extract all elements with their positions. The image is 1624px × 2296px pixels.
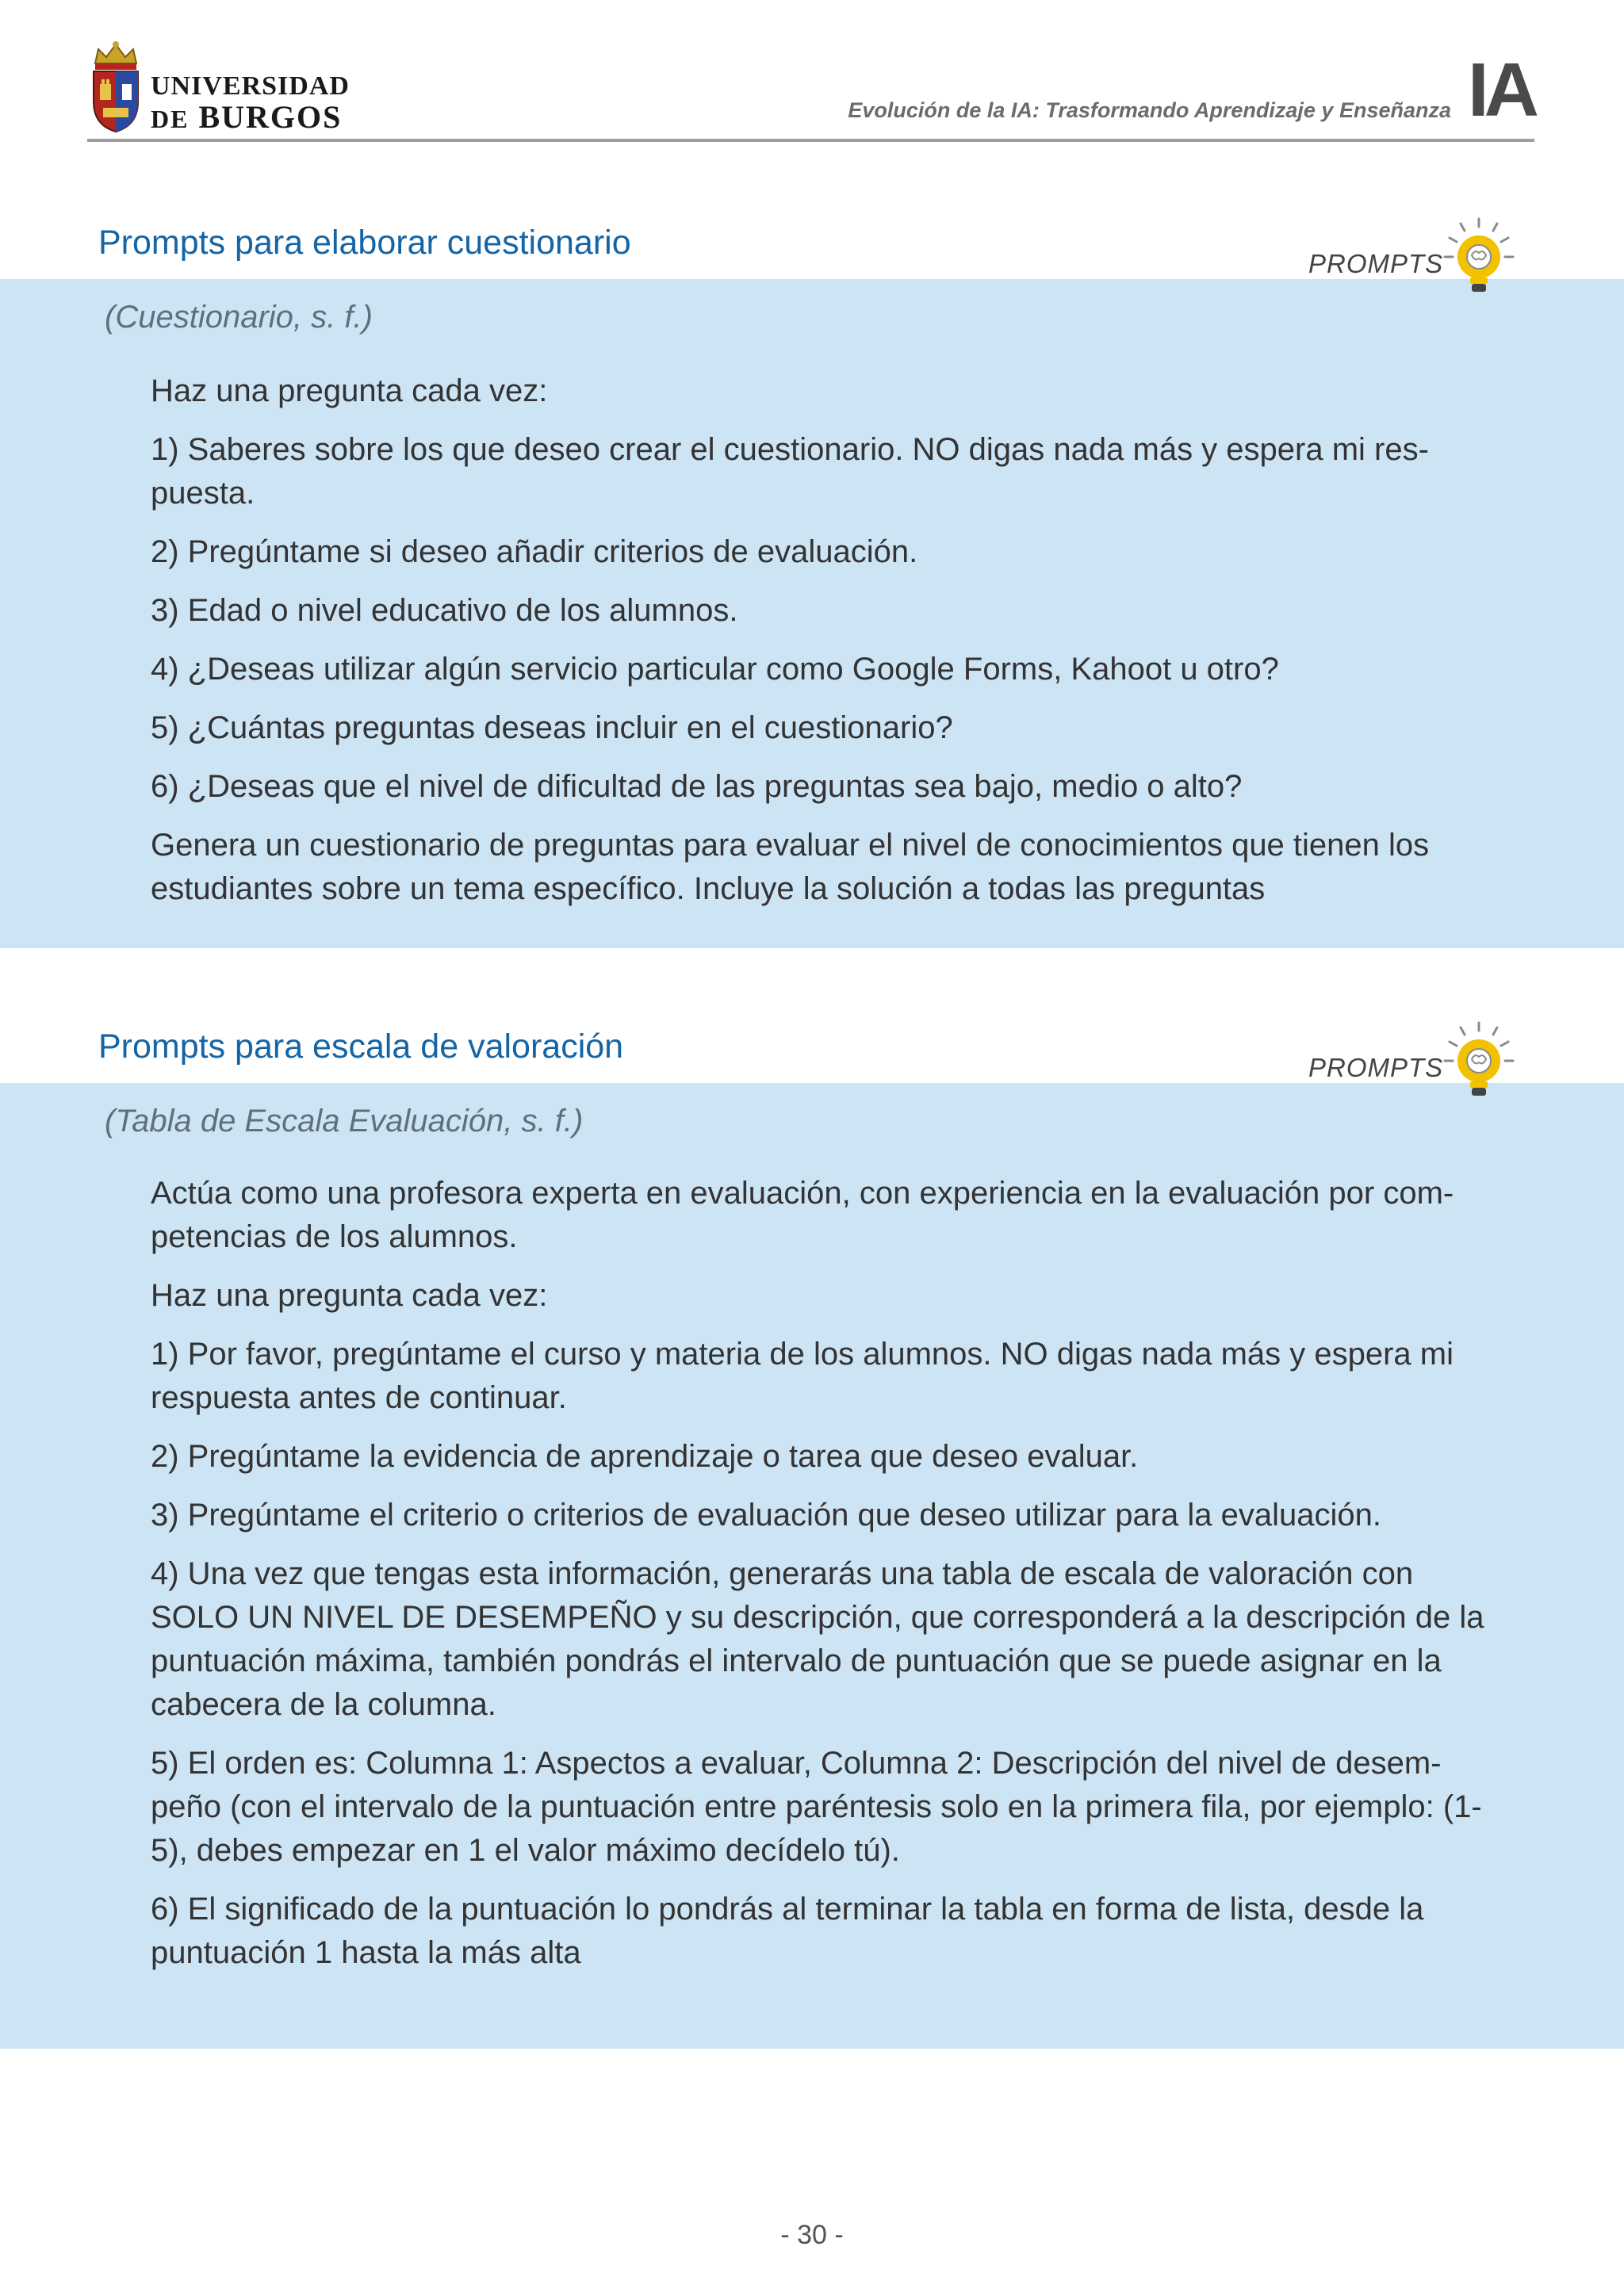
ia-badge: IA — [1468, 48, 1534, 132]
prompt-line: 6) ¿Deseas que el nivel de dificultad de las preguntas sea bajo, medio o alto? — [151, 769, 1243, 804]
prompt-line: Haz una pregunta cada vez: — [151, 1278, 548, 1313]
prompt-line: Haz una pregunta cada vez: — [151, 373, 548, 408]
prompt-line: 2) Pregúntame si deseo añadir criterios de evaluación. — [151, 534, 918, 569]
prompt-line: 4) ¿Deseas utilizar algún servicio particular como Google Forms, Kahoot u otro? — [151, 652, 1279, 687]
prompt-line: 1) Por favor, pregúntame el curso y materia de los alumnos. NO digas nada más y espera mi respuesta antes de continuar. — [151, 1337, 1454, 1415]
logo-line-2-prefix: DE — [151, 105, 190, 133]
page-number: - 30 - — [780, 2220, 844, 2250]
prompt-line: Actúa como una profesora experta en evaluación, con experiencia en la evaluación por com-petencias de los alumnos. — [151, 1176, 1454, 1254]
coat-of-arms-icon — [87, 40, 144, 135]
prompt-line: 4) Una vez que tengas esta información, generarás una tabla de escala de valoración con SOLO UN NIVEL DE DESEMPEÑO y su descripción, que corresponderá a la descripción de la puntuación máxima, también pondrás el intervalo de puntuación que se puede asignar en la cabecera de la columna. — [151, 1556, 1484, 1722]
page-header — [87, 40, 1534, 143]
university-logo — [87, 40, 357, 143]
prompt-line: 3) Pregúntame el criterio o criterios de evaluación que deseo utilizar para la evaluación. — [151, 1498, 1381, 1533]
prompt-line: 6) El significado de la puntuación lo pondrás al terminar la tabla en forma de lista, desde la puntuación 1 hasta la más alta — [151, 1892, 1424, 1970]
prompt-line: Genera un cuestionario de preguntas para evaluar el nivel de conocimientos que tienen los estudiantes sobre un tema específico. Incluye la solución a todas las preguntas — [151, 828, 1430, 906]
prompts-tag: PROMPTS — [1308, 249, 1444, 278]
source-citation: (Tabla de Escala Evaluación, s. f.) — [105, 1104, 584, 1138]
prompt-list — [151, 369, 1491, 926]
prompts-tag: PROMPTS — [1308, 1053, 1444, 1082]
section-title: Prompts para elaborar cuestionario — [98, 224, 631, 262]
source-citation: (Cuestionario, s. f.) — [105, 300, 373, 335]
lightbulb-icon — [1443, 216, 1515, 303]
prompt-line: 5) El orden es: Columna 1: Aspectos a evaluar, Columna 2: Descripción del nivel de desem-peño (con el intervalo de la puntuación entre paréntesis solo en la primera fila, por ejemplo: (1-5), debes empezar en 1 el valor máximo decídelo tú). — [151, 1746, 1482, 1868]
prompt-line: 5) ¿Cuántas preguntas deseas incluir en el cuestionario? — [151, 710, 953, 745]
header-divider — [87, 139, 1534, 142]
logo-line-2 — [151, 101, 350, 133]
section-title: Prompts para escala de valoración — [98, 1027, 624, 1066]
prompt-line: 2) Pregúntame la evidencia de aprendizaje o tarea que deseo evaluar. — [151, 1439, 1139, 1474]
prompt-list — [151, 1172, 1491, 1990]
logo-line-1: UNIVERSIDAD — [151, 71, 350, 101]
prompt-line: 1) Saberes sobre los que deseo crear el cuestionario. NO digas nada más y espera mi res-puesta. — [151, 432, 1429, 511]
lightbulb-icon — [1443, 1020, 1515, 1107]
document-title: Evolución de la IA: Trasformando Aprendizaje y Enseñanza — [848, 98, 1451, 122]
logo-line-2-main: BURGOS — [198, 99, 343, 135]
prompt-line: 3) Edad o nivel educativo de los alumnos. — [151, 593, 738, 628]
